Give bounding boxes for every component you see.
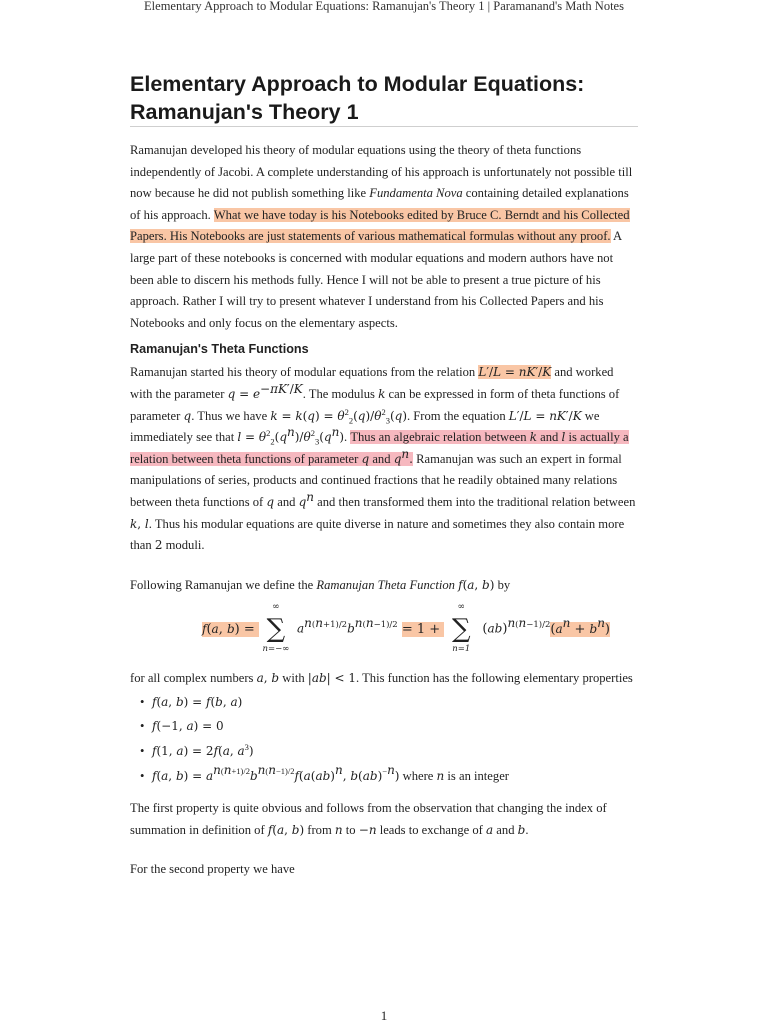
highlight-algebraic-relation: Thus an algebraic relation between k and l is actually a relation between theta functions of parameter q and $q^n$. — [130, 430, 629, 466]
theta-function-definition: f(a, b) = ∞ ∑ n=−∞ $a^{n(n+1)/2}b^{n(n-1)/2} = 1$ + ∞ ∑ n=1 $(ab)^{n(n-1)/2}(a^n + b^n)$ — [202, 602, 610, 655]
list-item: • f(a, b) = f(b, a) — [152, 690, 638, 715]
running-header: Elementary Approach to Modular Equations: Ramanujan's Theory 1 | Paramanand's Math Notes — [144, 0, 624, 13]
proof-paragraph: The first property is quite obvious and follows from the observation that changing the index of summation in definition of f(a, b) from n to −n leads to exchange of a and b. — [130, 801, 607, 837]
second-property-paragraph: For the second property we have — [130, 862, 295, 877]
list-item: • f(−1, a) = 0 — [152, 714, 638, 739]
intro-paragraph: Ramanujan developed his theory of modular equations using the theory of theta functions independently of Jacobi. A complete understanding of his approach is unfortunately not possible till now because he did not publish something like Fundamenta Nova containing detailed explanations of his approach. What we have today is his Notebooks edited by Bruce C. Berndt and his Collected Papers. His Notebooks are just statements of various mathematical formulas without any proof. A large part of these notebooks is concerned with modular equations and modern authors have not been able to discern his methods fully. Hence I will not be able to present a true picture of his approach. Rather I will try to present whatever I understand from his Collected Papers and his Notebooks and only focus on the elementary aspects. — [130, 143, 633, 330]
page-title: Elementary Approach to Modular Equations: Ramanujan's Theory 1 — [130, 70, 638, 127]
domain-paragraph: for all complex numbers a, b with |ab| < 1. This function has the following elementary properties — [130, 671, 633, 686]
properties-list — [130, 690, 638, 788]
list-item: • f(a, $b) = a^{n(n+1)/2}b^{n(n-1)/2}f(a(ab)^n$, b(ab)$^{-n}$) where n is an integer — [152, 764, 638, 789]
highlight-notebooks: What we have today is his Notebooks edited by Bruce C. Berndt and his Collected Papers. His Notebooks are just statements of various mathematical formulas without any proof. — [130, 207, 630, 244]
article-body — [130, 70, 638, 881]
definition-paragraph: Following Ramanujan we define the Ramanujan Theta Function f(a, b) by — [130, 577, 511, 592]
section-heading: Ramanujan's Theta Functions — [130, 342, 309, 357]
list-item: • f(1, a) = 2f(a, $a^3$) — [152, 739, 638, 764]
page-number: 1 — [380, 1008, 388, 1023]
theta-paragraph: Ramanujan started his theory of modular equations from the relation L′/L = nK′/K and worked with the parameter $q = e^{-\pi K'/K}$. The modulus k can be expressed in form of theta functions of parameter q. Thus we have $k = k(q) = \theta^2_2(q)/\theta^2_3(q)$. From the equation L′/L = nK′/K we immediately see that $l = \theta^2_2(q^n)/\theta^2_3(q^n)$. Thus an algebraic relation between k and l is actually a relation between theta functions of parameter q and $q^n$. Ramanujan was such an expert in formal manipulations of series, products and continued fractions that he readily obtained many relations between theta functions of q and $q^n$ and then transformed them into the traditional relation between k, l. Thus his modular equations are quite diverse in nature and sometimes they also contain more than 2 moduli. — [130, 365, 636, 553]
